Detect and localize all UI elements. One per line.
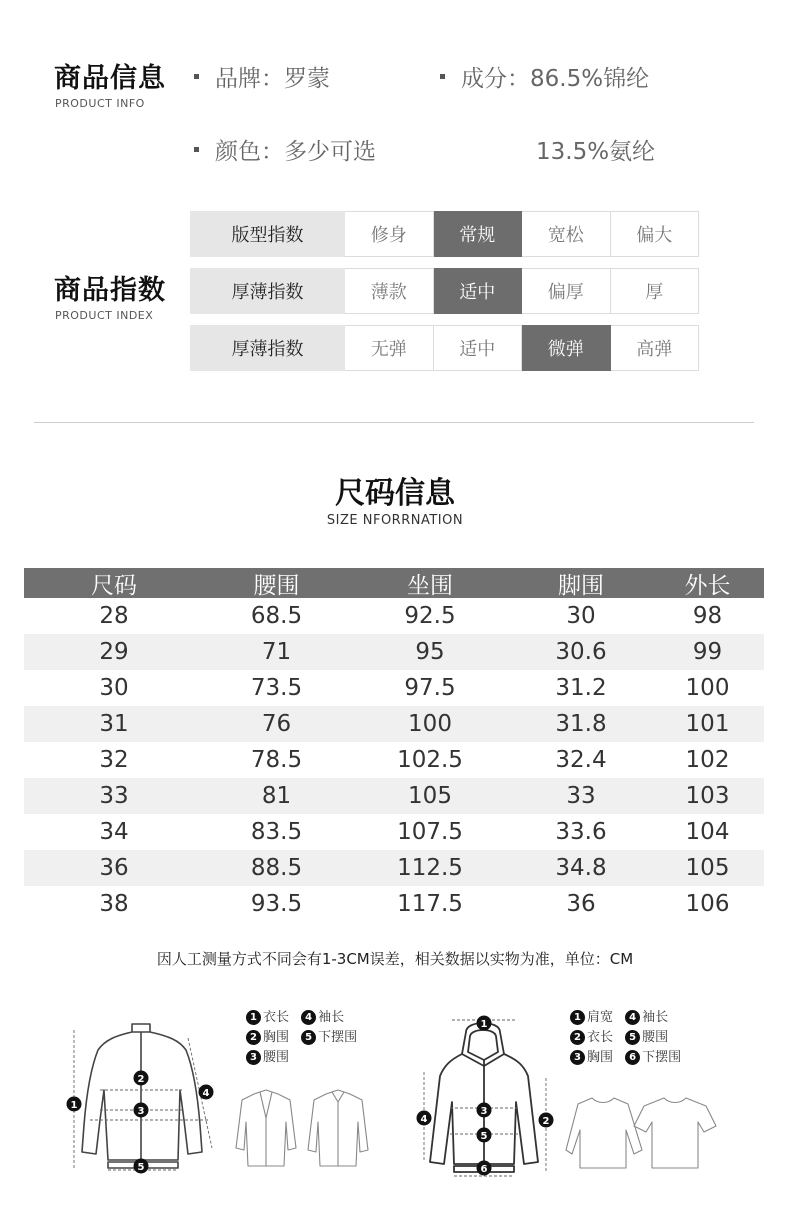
legend-text: 腰围: [642, 1030, 669, 1045]
table-cell: 38: [99, 891, 129, 917]
size-info-subtitle: SIZE NFORRNATION: [326, 513, 464, 528]
index-option: 适中: [434, 325, 523, 371]
table-cell: 31.8: [555, 711, 607, 737]
section-divider: [34, 422, 754, 423]
sweater-icon: [566, 1098, 642, 1168]
marker-5-label: 5: [137, 1162, 145, 1173]
table-row: [24, 814, 764, 850]
table-cell: 73.5: [250, 675, 303, 701]
table-cell: 33: [99, 783, 129, 809]
top-style-icons: [564, 1094, 720, 1172]
marker-3-label: 3: [137, 1106, 145, 1117]
marker-2-label: 2: [542, 1116, 550, 1127]
marker-3-label: 3: [480, 1106, 488, 1117]
color-item: [194, 133, 376, 166]
table-row: [24, 742, 764, 778]
table-cell: 93.5: [250, 891, 303, 917]
table-cell: 36: [99, 855, 129, 881]
table-cell: 102.5: [397, 747, 463, 773]
table-cell: 31: [99, 711, 129, 737]
header-cell: 坐围: [407, 572, 453, 599]
table-cell: 78.5: [250, 747, 303, 773]
table-cell: 33.6: [555, 819, 607, 845]
table-cell: 88.5: [250, 855, 303, 881]
table-row: [24, 778, 764, 814]
table-cell: 34.8: [555, 855, 607, 881]
legend-number: 1: [246, 1010, 261, 1025]
index-option: 高弹: [611, 325, 700, 371]
bullet-icon: [194, 147, 199, 152]
product-index-title: 商品指数: [54, 275, 166, 306]
color-text: 颜色：多少可选: [215, 139, 376, 165]
size-info-title: 尺码信息: [335, 476, 455, 511]
brand-item: [194, 60, 330, 93]
marker-4-label: 4: [420, 1114, 428, 1125]
product-info-title: 商品信息: [54, 63, 166, 94]
legend-text: 衣长: [263, 1010, 290, 1025]
legend-number: 3: [246, 1050, 261, 1065]
legend-text: 肩宽: [587, 1010, 614, 1025]
legend-text: 下摆围: [642, 1050, 682, 1065]
legend-number: 5: [625, 1030, 640, 1045]
legend-text: 衣长: [587, 1030, 614, 1045]
legend-text: 袖长: [318, 1010, 345, 1025]
bullet-icon: [440, 74, 445, 79]
legend-text: 胸围: [587, 1050, 614, 1065]
legend-number: 6: [625, 1050, 640, 1065]
size-table: [24, 568, 764, 922]
table-cell: 83.5: [250, 819, 303, 845]
table-cell: 106: [685, 891, 730, 917]
legend-number: 4: [301, 1010, 316, 1025]
jacket-legend: [246, 1008, 365, 1068]
composition-item: [440, 60, 649, 93]
table-cell: 98: [692, 603, 723, 629]
jacket-measure-illustration: [60, 1020, 230, 1180]
table-cell: 31.2: [555, 675, 607, 701]
table-row: [24, 670, 764, 706]
index-option: 偏大: [611, 211, 700, 257]
index-row-thickness: [190, 268, 699, 314]
hoodie-measure-illustration: [410, 1012, 560, 1180]
table-cell: 92.5: [404, 603, 456, 629]
bullet-icon: [194, 74, 199, 79]
legend-text: 袖长: [642, 1010, 669, 1025]
table-cell: 103: [685, 783, 730, 809]
table-row: [24, 634, 764, 670]
marker-6-label: 6: [480, 1164, 488, 1175]
table-cell: 97.5: [404, 675, 456, 701]
table-cell: 30: [566, 603, 596, 629]
index-option-selected: 适中: [434, 268, 523, 314]
brand-text: 品牌：罗蒙: [215, 66, 330, 92]
product-index-subtitle: PRODUCT INDEX: [55, 309, 154, 322]
table-cell: 104: [685, 819, 730, 845]
legend-number: 2: [570, 1030, 585, 1045]
table-cell: 105: [685, 855, 730, 881]
table-cell: 33: [566, 783, 596, 809]
table-cell: 102: [685, 747, 730, 773]
table-cell: 99: [692, 639, 723, 665]
tshirt-icon: [634, 1098, 716, 1168]
table-cell: 81: [261, 783, 292, 809]
composition-2-text: 13.5%氨纶: [536, 139, 656, 165]
table-cell: 100: [408, 711, 452, 737]
table-cell: 107.5: [397, 819, 463, 845]
legend-number: 1: [570, 1010, 585, 1025]
table-row: [24, 706, 764, 742]
marker-5-label: 5: [480, 1131, 488, 1142]
table-cell: 36: [566, 891, 596, 917]
measurement-note: 因人工测量方式不同会有1-3CM误差，相关数据以实物为准，单位：CM: [156, 950, 634, 968]
index-option: 薄款: [345, 268, 434, 314]
legend-text: 下摆围: [318, 1030, 358, 1045]
table-cell: 32: [99, 747, 129, 773]
table-cell: 71: [261, 639, 292, 665]
index-label: 版型指数: [190, 211, 345, 257]
legend-number: 3: [570, 1050, 585, 1065]
table-cell: 112.5: [397, 855, 463, 881]
table-cell: 29: [99, 639, 129, 665]
composition-text: 成分：86.5%锦纶: [461, 66, 650, 92]
table-cell: 28: [99, 603, 129, 629]
legend-number: 4: [625, 1010, 640, 1025]
marker-4-label: 4: [202, 1088, 210, 1099]
table-cell: 32.4: [555, 747, 607, 773]
marker-2-label: 2: [137, 1074, 145, 1085]
index-option: 修身: [345, 211, 434, 257]
table-cell: 95: [415, 639, 445, 665]
hoodie-legend: [570, 1008, 689, 1068]
table-row: [24, 850, 764, 886]
table-cell: 68.5: [250, 603, 303, 629]
table-cell: 101: [685, 711, 730, 737]
table-cell: 30.6: [555, 639, 607, 665]
table-header: [24, 568, 764, 598]
table-cell: 105: [408, 783, 452, 809]
garment-style-icons: [234, 1088, 384, 1170]
index-label: 厚薄指数: [190, 325, 345, 371]
index-row-elasticity: [190, 325, 699, 371]
legend-number: 2: [246, 1030, 261, 1045]
header-cell: 腰围: [253, 572, 300, 599]
table-row: [24, 886, 764, 922]
index-row-fit: [190, 211, 699, 257]
table-cell: 117.5: [397, 891, 463, 917]
marker-1-label: 1: [480, 1019, 488, 1030]
legend-number: 5: [301, 1030, 316, 1045]
legend-text: 胸围: [263, 1030, 290, 1045]
index-label: 厚薄指数: [190, 268, 345, 314]
index-option: 宽松: [522, 211, 611, 257]
index-option: 无弹: [345, 325, 434, 371]
index-option: 厚: [611, 268, 700, 314]
header-cell: 脚围: [558, 572, 604, 599]
product-info-subtitle: PRODUCT INFO: [55, 97, 145, 110]
index-option: 偏厚: [522, 268, 611, 314]
index-option-selected: 微弹: [522, 325, 611, 371]
legend-text: 腰围: [263, 1050, 290, 1065]
index-option-selected: 常规: [434, 211, 523, 257]
table-cell: 30: [99, 675, 129, 701]
table-cell: 34: [99, 819, 129, 845]
marker-1-label: 1: [70, 1100, 78, 1111]
header-cell: 外长: [684, 572, 731, 599]
header-cell: 尺码: [91, 572, 137, 599]
table-cell: 76: [261, 711, 292, 737]
table-row: [24, 598, 764, 634]
table-cell: 100: [685, 675, 730, 701]
